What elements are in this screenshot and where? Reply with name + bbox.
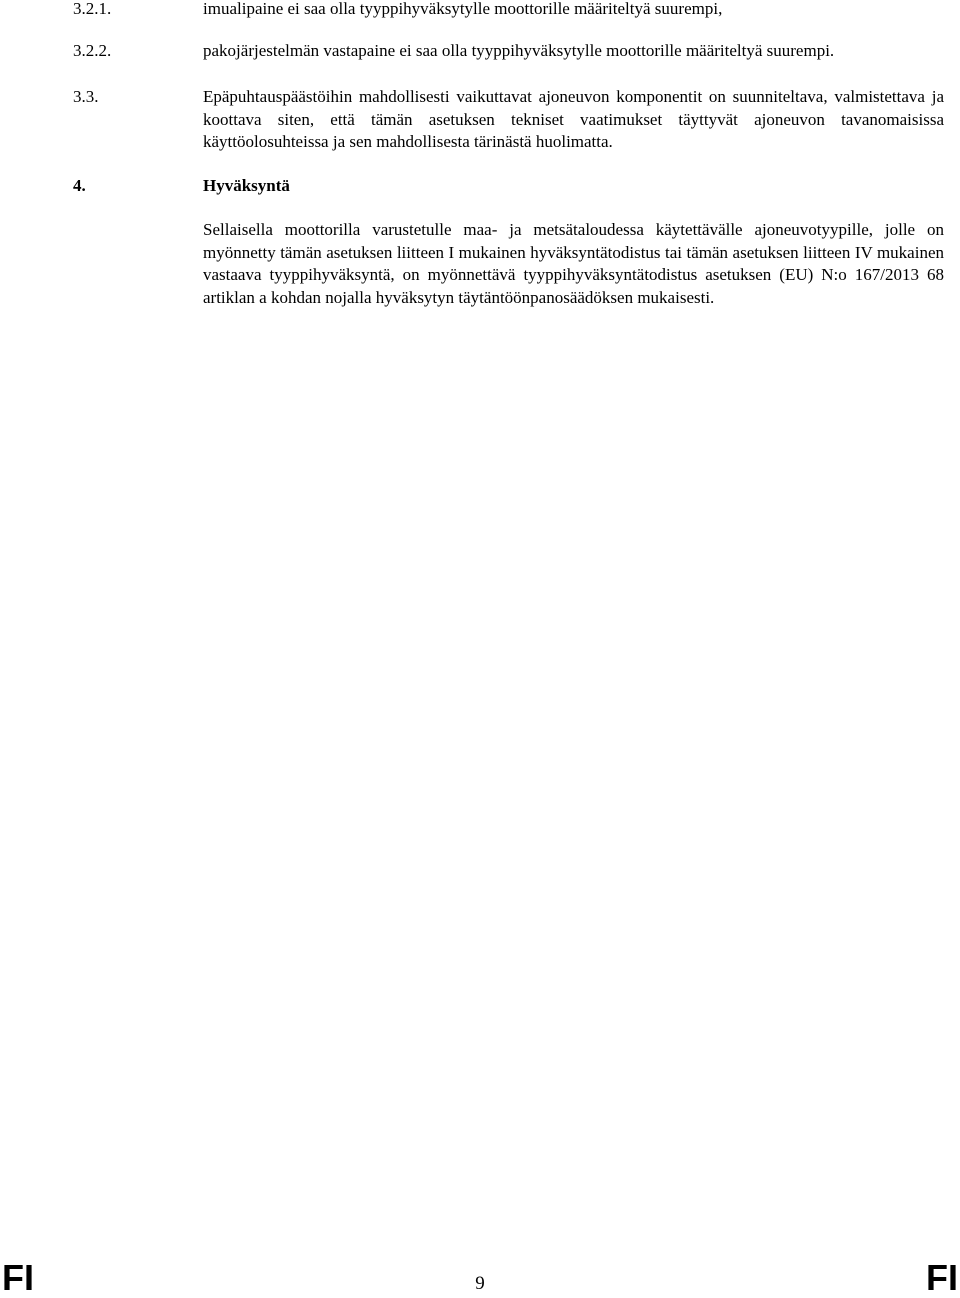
item-number: 3.3. xyxy=(73,87,99,106)
section-number: 4. xyxy=(73,176,86,195)
footer-language-left: FI xyxy=(2,1257,34,1298)
section-title: Hyväksyntä xyxy=(203,176,290,195)
item-text: imualipaine ei saa olla tyyppihyväksytylle moottorille määriteltyä suurempi, xyxy=(203,0,723,18)
section-paragraph: Sellaisella moottorilla varustetulle maa- ja metsätaloudessa käytettävälle ajoneuvotyypille, jolle on myönnetty tämän asetuksen liitteen I mukainen hyväksyntätodistus tai tämän asetuksen liitteen IV mukainen vastaava tyyppihyväksyntä, on myönnettävä tyyppihyväksyntätodistus asetuksen (EU) N:o 167/2013 68 artiklan a kohdan nojalla hyväksytyn täytäntöönpanosäädöksen mukaisesti. xyxy=(203,220,944,307)
item-text: Epäpuhtauspäästöihin mahdollisesti vaikuttavat ajoneuvon komponentit on suunniteltava, valmistettava ja koottava siten, että tämän asetuksen tekniset vaatimukset täyttyvät ajoneuvon tavanomaisissa käyttöolosuhteissa ja sen mahdollisesta tärinästä huolimatta. xyxy=(203,87,944,151)
page-number: 9 xyxy=(475,1273,485,1294)
footer-language-right: FI xyxy=(926,1257,958,1298)
item-number: 3.2.2. xyxy=(73,41,112,60)
item-text: pakojärjestelmän vastapaine ei saa olla tyyppihyväksytylle moottorille määriteltyä suurempi. xyxy=(203,41,835,60)
item-number: 3.2.1. xyxy=(73,0,112,18)
